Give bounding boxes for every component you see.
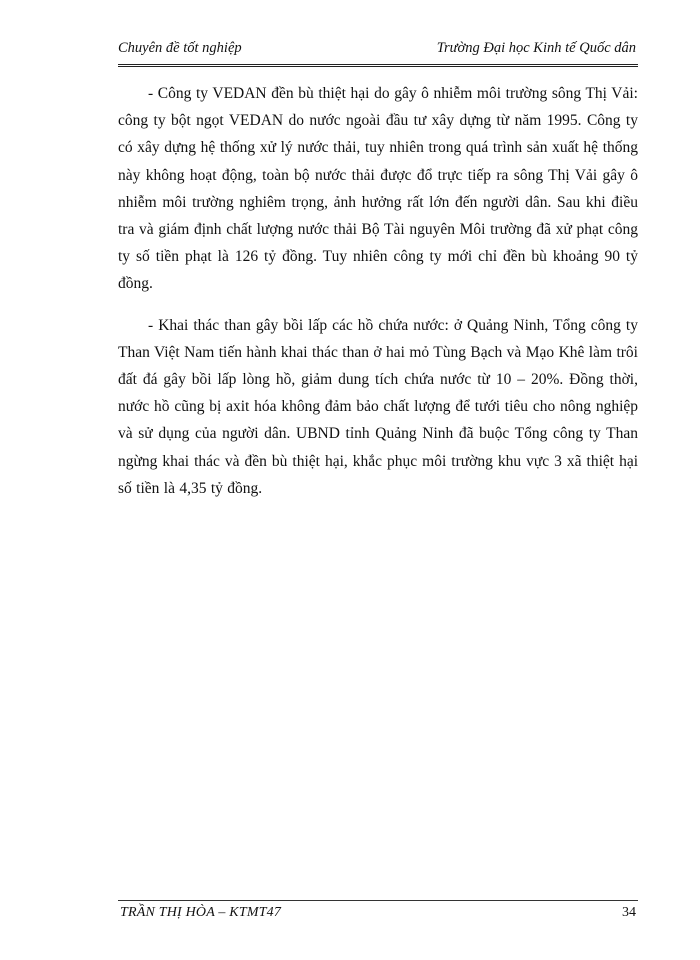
footer-author: TRẦN THỊ HÒA – KTMT47	[120, 905, 282, 920]
paragraph-coal-mining: - Khai thác than gây bồi lấp các hồ chứa nước: ở Quảng Ninh, Tổng công ty Than Việt Nam tiến hành khai thác than ở hai mỏ Tùng Bạch và Mạo Khê làm trôi đất đá gây bồi lấp lòng hồ, giảm dung tích chứa nước từ 10 – 20%. Đồng thời, nước hồ cũng bị axit hóa không đảm bảo chất lượng để tưới tiêu cho nông nghiệp và sử dụng của người dân. UBND tỉnh Quảng Ninh đã buộc Tổng công ty Than ngừng khai thác và đền bù thiệt hại, khắc phục môi trường khu vực 3 xã thiệt hại số tiền là 4,35 tỷ đồng.	[118, 316, 638, 497]
body-text	[118, 80, 638, 516]
page-footer	[118, 900, 638, 929]
header-university: Trường Đại học Kinh tế Quốc dân	[436, 40, 636, 56]
header-document-type: Chuyên đề tốt nghiệp	[118, 40, 242, 56]
page-number: 34	[622, 905, 636, 920]
page-header	[118, 38, 638, 67]
paragraph-vedan: - Công ty VEDAN đền bù thiệt hại do gây ô nhiễm môi trường sông Thị Vải: công ty bột ngọt VEDAN do nước ngoài đầu tư xây dựng từ năm 1995. Công ty có xây dựng hệ thống xử lý nước thải, tuy nhiên trong quá trình sản xuất hệ thống này không hoạt động, toàn bộ nước thải được đổ trực tiếp ra sông Thị Vải gây ô nhiễm môi trường nghiêm trọng, ảnh hưởng rất lớn đến người dân. Sau khi điều tra và giám định chất lượng nước thải Bộ Tài nguyên Môi trường đã xử phạt công ty số tiền phạt là 126 tỷ đồng. Tuy nhiên công ty mới chỉ đền bù khoảng 90 tỷ đồng.	[118, 85, 638, 293]
